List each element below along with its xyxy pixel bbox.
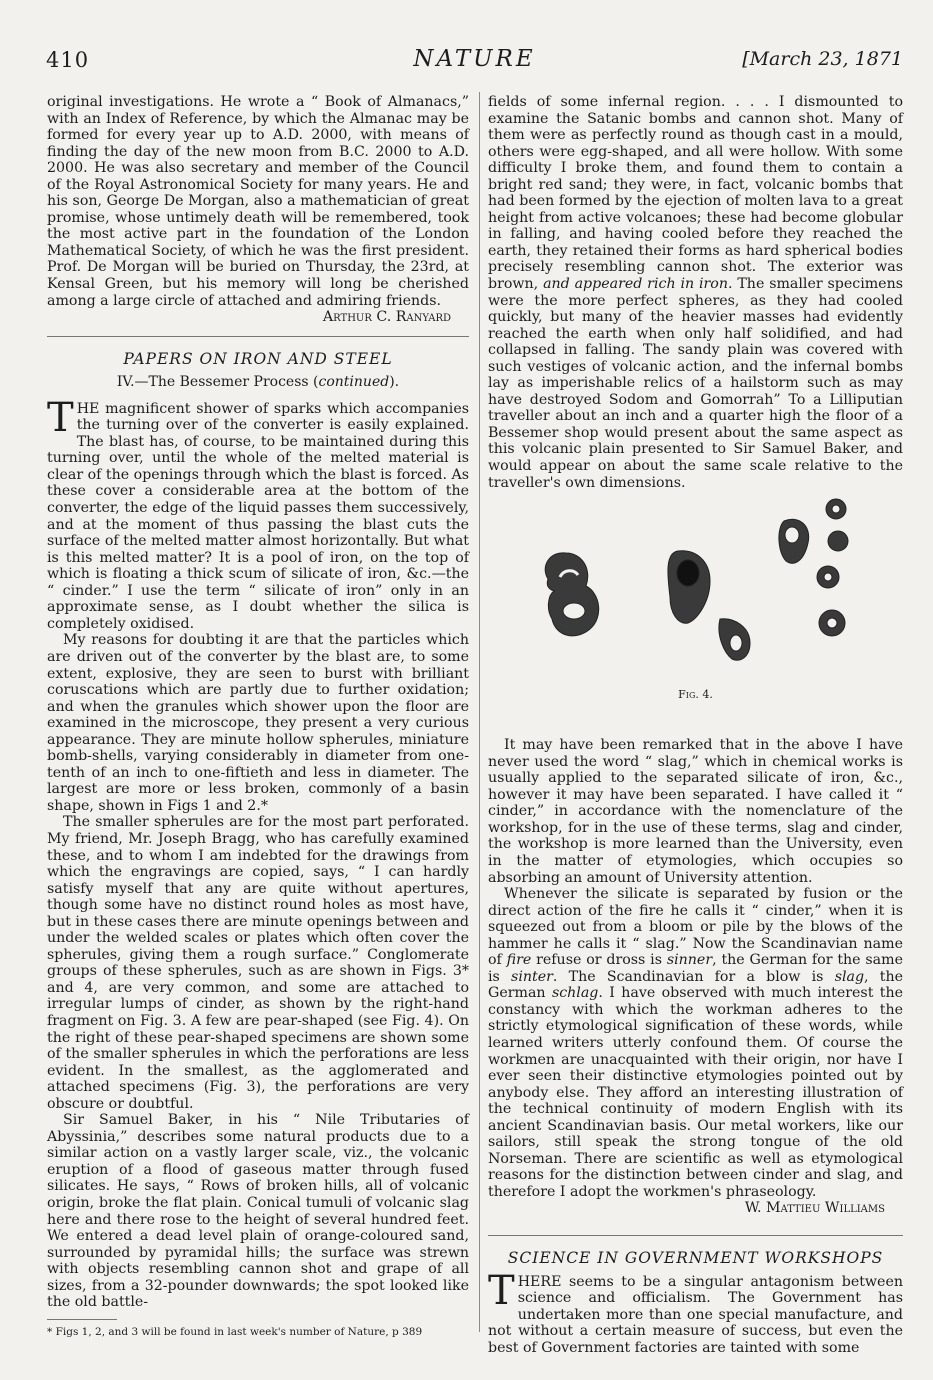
etym-fire: fire bbox=[506, 952, 532, 969]
bessemer-paragraph-3: The smaller spherules are for the most part perforated. My friend, Mr. Joseph Bragg, who has carefully examined these, and to whom I am indebted for the drawings from which the engravings are copied, says, “ I can hardly satisfy myself that any are quite without apertures, though some have no distinct round holes as most have, but in these cases there are minute openings between and under the welded scales or plates which often cover the spherules, giving them a rough surface.” Conglomerate groups of these spherules, such as are shown in Figs. 3* and 4, are very common, and some are attached to irregular lumps of cinder, as shown by the right-hand fragment on Fig. 3. A few are pear-shaped (see Fig. 4). On the right of these pear-shaped specimens are shown some of the smaller spherules in which the perforations are less evident. In the smallest, as the agglomerated and attached specimens (Fig. 3), the perforations are very obscure or doubtful. bbox=[47, 814, 469, 1112]
pear-spherule-hole bbox=[677, 560, 699, 586]
right-column bbox=[488, 94, 903, 1356]
tiny-spherule-3-hole bbox=[824, 573, 832, 581]
article-heading-science: SCIENCE IN GOVERNMENT WORKSHOPS bbox=[507, 1248, 884, 1267]
science-paragraph-1: THERE seems to be a singular antagonism between science and officialism. The Government has undertaken more than one special manufacture, and not without a certain measure of success, but even the best of Government factories are tainted with some bbox=[488, 1267, 903, 1356]
etym-text-a: Whenever the silicate is separated by fusion or the direct action of the fire he calls it “ cinder,” when it is squeezed out from a bloom or pile by the blows of the hammer he calls it “ slag.” Now the Scandinavian name of bbox=[488, 886, 903, 969]
etym-text-c: , the German for the same is bbox=[488, 952, 903, 985]
upper-right-pear-hole bbox=[785, 527, 799, 543]
etym-schlag: schlag bbox=[551, 985, 599, 1002]
spherule-cluster bbox=[545, 553, 599, 636]
column-divider bbox=[479, 92, 480, 1332]
subheading-continued: continued bbox=[318, 374, 390, 391]
article-heading-iron-steel: PAPERS ON IRON AND STEEL bbox=[123, 349, 393, 368]
spherule-cluster-hole bbox=[563, 603, 585, 619]
etym-sinner: sinner bbox=[666, 952, 713, 969]
left-column bbox=[47, 94, 469, 1340]
etym-slag: slag bbox=[834, 968, 865, 985]
figure-caption: Fig. 4. bbox=[678, 688, 713, 702]
etym-sinter: sinter bbox=[511, 968, 553, 985]
baker-quote-continued bbox=[488, 94, 903, 491]
slag-paragraph: It may have been remarked that in the above I have never used the word “ slag,” which in chemical works is usually applied to the separated silicate of iron, &c., however it may have been separated. I have called it “ cinder,” in accordance with the nomenclature of the workshop, for in the use of these terms, slag and cinder, the workshop is more learned than the University, even in the matter of etymologies, which occupies so absorbing an amount of University attention. bbox=[488, 737, 903, 886]
signature-ranyard: Arthur C. Ranyard bbox=[322, 309, 451, 326]
etym-text-b: refuse or dross is bbox=[531, 952, 667, 969]
etym-text-d: . The Scandinavian for a blow is bbox=[552, 968, 835, 985]
footnote: * Figs 1, 2, and 3 will be found in last week's number of Nature, p 389 bbox=[47, 1325, 423, 1338]
section-rule-2 bbox=[488, 1235, 903, 1236]
tiny-spherule-1-hole bbox=[832, 505, 840, 513]
bessemer-paragraph-4: Sir Samuel Baker, in his “ Nile Tributaries of Abyssinia,” describes some natural products due to a similar action on a vastly larger scale, viz., the volcanic eruption of a flood of gaseous matter through fused silicates. He says, “ Rows of broken hills, all of volcanic origin, broke the flat plain. Conical tumuli of volcanic slag here and there rose to the height of several hundred feet. We entered a dead level plain of orange-coloured sand, surrounded by pyramidal hills; the surface was strewn with objects resembling cannon shot and grape of all sizes, from a 32-pounder downwards; the spot looked like the old battle- bbox=[47, 1112, 469, 1311]
obituary-continued-paragraph: original investigations. He wrote a “ Book of Almanacs,” with an Index of Reference, by which the Almanac may be formed for every year up to A.D. 2000, with means of finding the day of the new moon from B.C. 2000 to A.D. 2000. He was also secretary and member of the Council of the Royal Astronomical Society for many years. He and his son, George De Morgan, also a mathematician of great promise, whose untimely death will be remembered, took the most active part in the foundation of the London Mathematical Society, of which he was the first president. Prof. De Morgan will be buried on Thursday, the 23rd, at Kensal Green, but his memory will long be cherished among a large circle of attached and admiring friends. bbox=[47, 94, 469, 309]
quote-text-c: The smaller specimens were the more perfect spheres, as they had cooled quickly, but many of the heavier masses had evidently reached the earth when only half solidified, and had collapsed in falling. The sandy plain was covered with such vestiges of volcanic action, and the infernal bombs lay as imperishable relics of a hailstorm such as may have destroyed Sodom and Gomorrah” To a Lilliputian traveller about an inch and a quarter high the floor of a Bessemer shop would present about the same aspect as this volcanic plain presented to Sir Samuel Baker, and would appear on about the same scale relative to the traveller's own dimensions. bbox=[488, 276, 903, 491]
section-rule bbox=[47, 336, 469, 337]
journal-title: NATURE bbox=[413, 46, 536, 72]
issue-date: [March 23, 1871 bbox=[742, 48, 903, 70]
etym-text-f: . I have observed with much interest the constancy with which the workman adheres to the strictly etymological signification of these words, while learned writers utterly confound them. Of course the workmen are unacquainted with their origin, nor have I ever seen their distinctive etymologies pointed out by anybody else. They afford an interesting illustration of the technical continuity of modern English with its ancient Scandinavian basis. Our metal workers, like our sailors, still speak the strong tongue of the old Norseman. There are scientific as well as etymological reasons for the distinction between cinder and slag, and therefore I adopt the workmen's phraseology. bbox=[488, 985, 903, 1200]
quote-italic-iron: and appeared rich in iron. bbox=[543, 276, 733, 293]
bessemer-paragraph-2: My reasons for doubting it are that the particles which are driven out of the converter by the blast are, to some extent, explosive, they are seen to burst with brilliant coruscations which are partly due to further oxidation; and when the granules which shower upon the floor are examined in the microscope, they present a very curious appearance. They are minute hollow spherules, miniature bomb-shells, varying considerably in diameter from one-tenth of an inch to one-fiftieth and less in diameter. The largest are more or less broken, commonly of a basin shape, shown in Figs 1 and 2.* bbox=[47, 632, 469, 814]
small-spherule-lower-hole bbox=[730, 635, 742, 651]
subheading-prefix: IV.—The Bessemer Process ( bbox=[116, 374, 319, 391]
bessemer-paragraph-1: THE magnificent shower of sparks which accompanies the turning over of the converter is easily explained. The blast has, of course, to be maintained during this turning over, until the whole of the melted material is clear of the openings through which the blast is forced. As these cover a considerable area at the bottom of the converter, the edge of the liquid passes them successively, and at the moment of thus passing the blast cuts the surface of the melted matter almost horizontally. But what is this melted matter? It is a pool of iron, on the top of which is floating a thick scum of silicate of iron, &c.—the “ cinder.” I use the term “ silicate of iron” only in an approximate sense, as I doubt whether the silica is completely oxidised. bbox=[47, 394, 470, 632]
quote-text-a: fields of some infernal region. . . . I dismounted to examine the Satanic bombs and cannon shot. Many of them were as perfectly round as though cast in a mould, others were egg-shaped, and all were hollow. With some difficulty I broke them, and found them to contain a bright red sand; they were, in fact, volcanic bombs that had been formed by the ejection of molten lava to a great height from active volcanoes; these had become globular in falling, and having cooled before they reached the earth, they retained their forms as hard spherical bodies precisely resembling cannon shot. The exterior was brown, bbox=[488, 94, 903, 293]
etymology-paragraph bbox=[488, 886, 903, 1200]
tiny-spherule-2 bbox=[828, 531, 848, 551]
tiny-spherule-4-hole bbox=[827, 618, 837, 628]
page-number: 410 bbox=[46, 48, 90, 72]
etym-text-e: , the German bbox=[488, 968, 904, 1002]
footnote-rule bbox=[47, 1319, 117, 1320]
article-subheading bbox=[47, 374, 469, 391]
figure-4 bbox=[488, 491, 903, 737]
signature-williams: W. Mattieu Williams bbox=[744, 1200, 885, 1217]
subheading-suffix: ). bbox=[389, 374, 400, 391]
page-header bbox=[46, 46, 903, 76]
